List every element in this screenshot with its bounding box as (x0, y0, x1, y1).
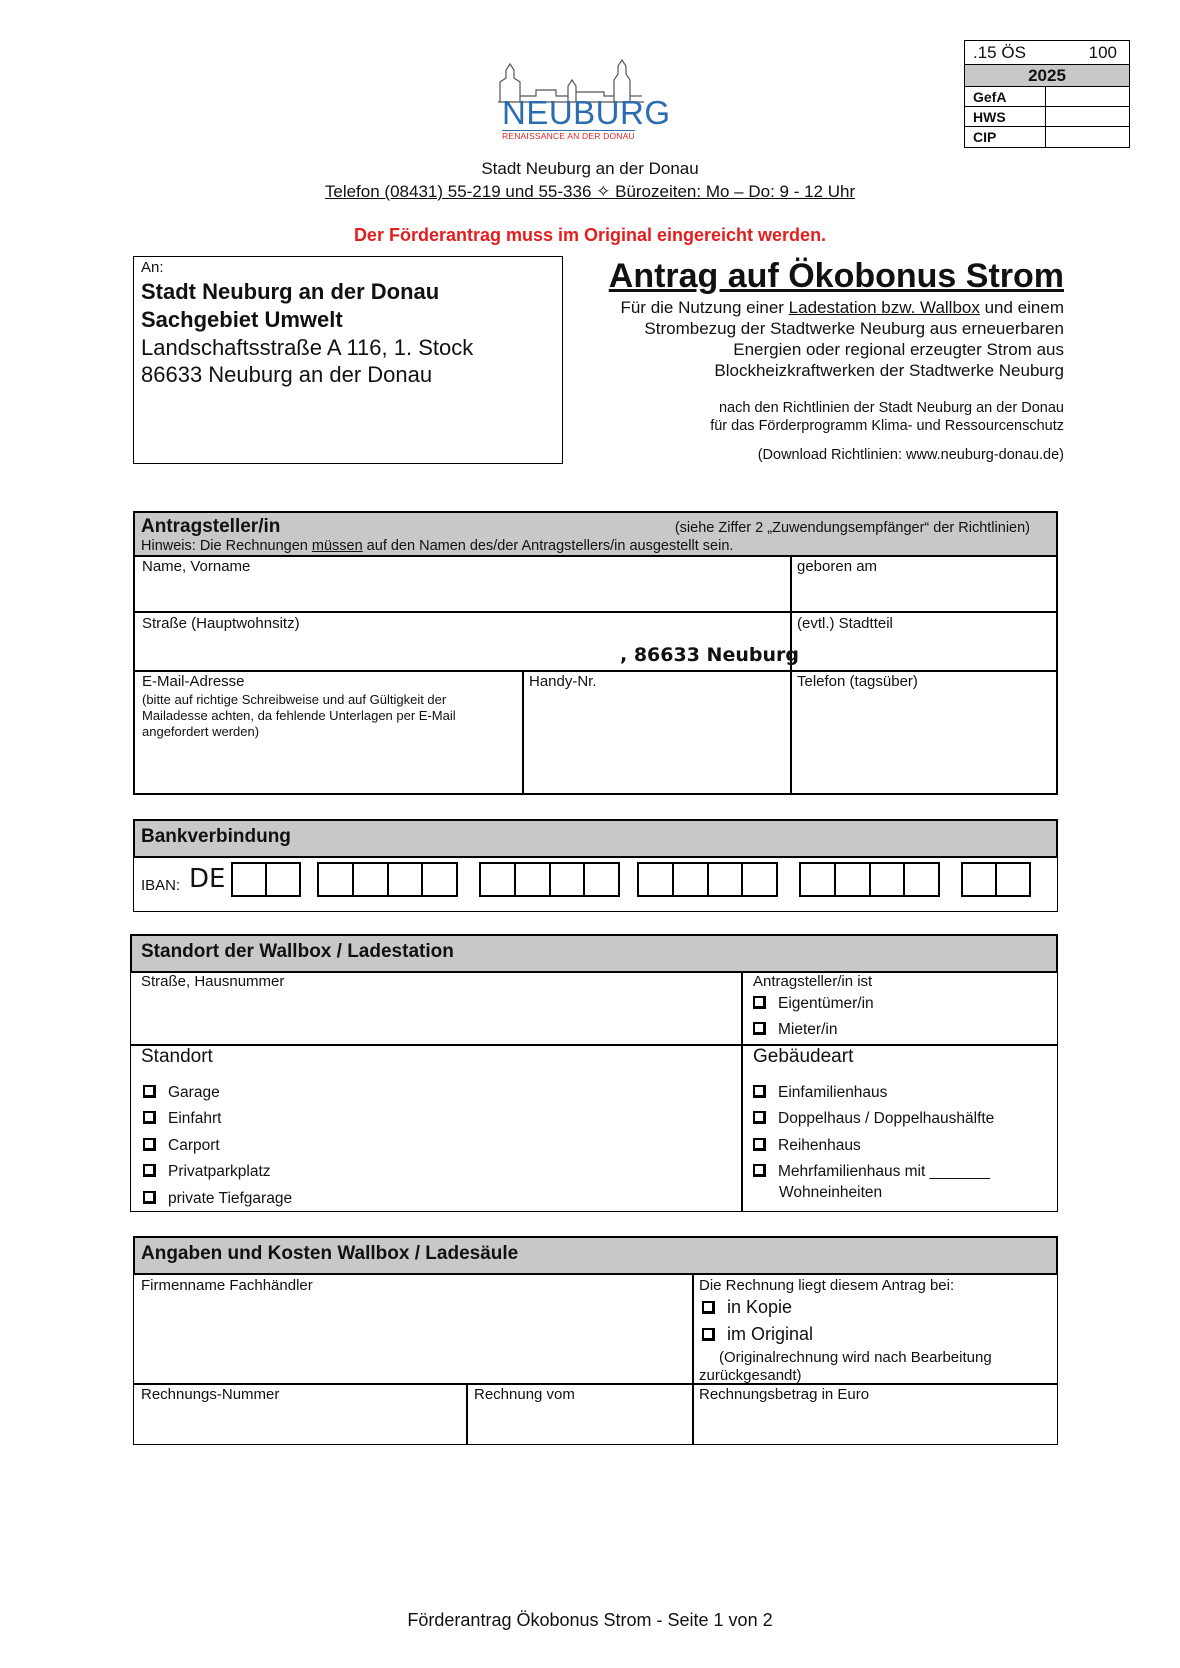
desc-text: Für die Nutzung einer (620, 298, 789, 317)
option-label: Privatparkplatz (168, 1163, 271, 1180)
divider (1045, 127, 1046, 147)
iban-group-5[interactable] (799, 862, 940, 897)
divider (1045, 87, 1046, 107)
applicant-hint (141, 538, 733, 554)
logo-tagline: RENAISSANCE AN DER DONAU (502, 131, 635, 141)
checkbox-icon[interactable] (753, 1022, 766, 1035)
divider (135, 670, 1056, 672)
owner-label: Eigentümer/in (778, 995, 874, 1012)
guidelines (710, 399, 1064, 435)
divider (790, 555, 792, 793)
applicant-header (133, 511, 1058, 557)
title-desc-line3: Energien oder regional erzeugter Strom aus (733, 340, 1064, 359)
applicant-ref: (siehe Ziffer 2 „Zuwendungsempfänger“ der Richtlinien) (674, 520, 1030, 536)
checkbox-icon[interactable] (753, 1164, 766, 1177)
owner-checkbox[interactable] (753, 995, 874, 1013)
header-city: Stadt Neuburg an der Donau (481, 159, 699, 178)
bank-form (133, 856, 1058, 912)
copy-checkbox[interactable] (702, 1297, 792, 1318)
checkbox-icon[interactable] (143, 1138, 156, 1151)
divider (522, 670, 524, 795)
office-year: 2025 (965, 65, 1129, 87)
bank-header (133, 819, 1058, 858)
iban-group-4[interactable] (637, 862, 778, 897)
location-heading: Standort der Wallbox / Ladestation (141, 941, 454, 962)
address-line1: Stadt Neuburg an der Donau (141, 279, 440, 304)
tenant-checkbox[interactable] (753, 1021, 837, 1039)
building-option[interactable] (753, 1137, 861, 1155)
birthdate-field[interactable]: geboren am (797, 558, 878, 575)
units-label: Wohneinheiten (779, 1184, 883, 1201)
checkbox-icon[interactable] (753, 1085, 766, 1098)
building-option[interactable] (753, 1110, 994, 1128)
standort-option[interactable] (143, 1084, 220, 1102)
page-footer: Förderantrag Ökobonus Strom - Seite 1 von 2 (407, 1610, 773, 1630)
checkbox-icon[interactable] (702, 1328, 715, 1341)
checkbox-icon[interactable] (143, 1085, 156, 1098)
district-field[interactable]: (evtl.) Stadtteil (797, 615, 893, 632)
option-label: Reihenhaus (778, 1137, 861, 1154)
neuburg-logo (496, 56, 671, 148)
checkbox-icon[interactable] (143, 1111, 156, 1124)
invoice-number-field[interactable]: Rechnungs-Nummer (141, 1386, 280, 1403)
guideline-line1: nach den Richtlinien der Stadt Neuburg an der Donau (718, 400, 1064, 416)
iban-label: IBAN: (141, 877, 181, 894)
checkbox-icon[interactable] (753, 996, 766, 1009)
office-number: 100 (1088, 43, 1117, 62)
office-row-gefa (965, 87, 1129, 107)
checkbox-icon[interactable] (702, 1301, 715, 1314)
divider (692, 1273, 694, 1444)
applicant-is-label: Antragsteller/in ist (753, 973, 873, 990)
applicant-form (133, 555, 1058, 795)
title-desc-line4: Blockheizkraftwerken der Stadtwerke Neuburg (714, 361, 1064, 380)
standort-option[interactable] (143, 1110, 221, 1128)
building-option[interactable] (753, 1163, 990, 1181)
option-label: Doppelhaus / Doppelhaushälfte (778, 1110, 995, 1127)
costs-heading: Angaben und Kosten Wallbox / Ladesäule (141, 1243, 519, 1264)
copy-label: in Kopie (727, 1297, 793, 1317)
address-line3: Landschaftsstraße A 116, 1. Stock (141, 335, 474, 360)
iban-group-2[interactable] (317, 862, 458, 897)
email-field[interactable]: E-Mail-Adresse (142, 673, 245, 690)
name-field[interactable]: Name, Vorname (142, 558, 251, 575)
street-field[interactable]: Straße (Hauptwohnsitz) (142, 615, 300, 632)
checkbox-icon[interactable] (753, 1111, 766, 1124)
office-code-row (965, 41, 1129, 65)
title-desc-line2: Strombezug der Stadtwerke Neuburg aus erneuerbaren (644, 319, 1064, 338)
costs-header (133, 1236, 1058, 1275)
office-code: .15 ÖS (973, 43, 1026, 62)
original-note: (Originalrechnung wird nach Bearbeitung zurückgesandt) (699, 1349, 992, 1384)
title-description (620, 297, 1064, 381)
original-checkbox[interactable] (702, 1324, 813, 1345)
building-label: Gebäudeart (753, 1046, 854, 1067)
option-label: Carport (168, 1137, 220, 1154)
invoice-date-field[interactable]: Rechnung vom (474, 1386, 575, 1403)
invoice-amount-field[interactable]: Rechnungsbetrag in Euro (699, 1386, 870, 1403)
invoice-enclosed-label: Die Rechnung liegt diesem Antrag bei: (699, 1277, 955, 1294)
iban-group-3[interactable] (479, 862, 620, 897)
option-label: Mehrfamilienhaus mit _______ (778, 1163, 990, 1180)
address-to: An: (141, 259, 164, 276)
guideline-line2: für das Förderprogramm Klima- und Ressourcenschutz (710, 418, 1064, 434)
desc-underlined: Ladestation bzw. Wallbox (788, 298, 980, 317)
original-notice: Der Förderantrag muss im Original eingereicht werden. (353, 225, 827, 245)
dealer-field[interactable]: Firmenname Fachhändler (141, 1277, 313, 1294)
location-street-field[interactable]: Straße, Hausnummer (141, 973, 285, 990)
divider (1045, 107, 1046, 127)
office-box (964, 40, 1130, 148)
address-line2: Sachgebiet Umwelt (141, 307, 343, 332)
bank-heading: Bankverbindung (141, 826, 291, 847)
option-label: Einfamilienhaus (778, 1084, 888, 1101)
divider (466, 1383, 468, 1445)
location-header (130, 934, 1058, 973)
iban-group-1[interactable] (231, 862, 301, 897)
title-desc-line1 (620, 297, 1064, 318)
option-label: private Tiefgarage (168, 1190, 293, 1207)
mobile-field[interactable]: Handy-Nr. (529, 673, 597, 690)
option-label: Garage (168, 1084, 220, 1101)
costs-form (133, 1273, 1058, 1445)
standort-option[interactable] (143, 1137, 220, 1155)
email-note: (bitte auf richtige Schreibweise und auf Gültigkeit der Mailadesse achten, da fehlende Unterlagen per E-Mail angefordert werden) (142, 692, 456, 739)
logo-name: NEUBURG (502, 94, 671, 131)
original-label: im Original (727, 1324, 814, 1344)
checkbox-icon[interactable] (143, 1191, 156, 1204)
hint-text: Hinweis: Die Rechnungen (141, 538, 312, 554)
hint-text: auf den Namen des/der Antragstellers/in ausgestellt sein. (362, 538, 734, 554)
header-contact: Telefon (08431) 55-219 und 55-336 ✧ Bürozeiten: Mo – Do: 9 - 12 Uhr (324, 182, 856, 201)
standort-option[interactable] (143, 1163, 271, 1181)
office-row-label: GefA (973, 89, 1007, 105)
hint-underlined: müssen (311, 538, 363, 554)
desc-text: und einem (979, 298, 1064, 317)
building-option[interactable] (753, 1084, 887, 1102)
divider (741, 971, 743, 1211)
standort-option[interactable] (143, 1190, 292, 1208)
iban-group-6[interactable] (961, 862, 1031, 897)
address-line4: 86633 Neuburg an der Donau (141, 362, 433, 387)
standort-label: Standort (141, 1046, 213, 1067)
street-value: , 86633 Neuburg (620, 644, 799, 666)
address-box (133, 256, 563, 464)
checkbox-icon[interactable] (753, 1138, 766, 1151)
office-row-label: HWS (973, 109, 1006, 125)
divider (135, 611, 1056, 613)
divider (131, 1044, 1057, 1046)
applicant-heading: Antragsteller/in (141, 516, 281, 537)
phone-field[interactable]: Telefon (tagsüber) (797, 673, 918, 690)
tenant-label: Mieter/in (778, 1021, 838, 1038)
header-contact-row (0, 182, 1180, 202)
option-label: Einfahrt (168, 1110, 222, 1127)
location-form (130, 971, 1058, 1212)
download-link[interactable]: (Download Richtlinien: www.neuburg-donau.de) (757, 447, 1064, 463)
iban-prefix: DE (189, 864, 226, 894)
checkbox-icon[interactable] (143, 1164, 156, 1177)
page-title: Antrag auf Ökobonus Strom (608, 257, 1064, 295)
office-row-hws (965, 107, 1129, 127)
office-row-cip (965, 127, 1129, 147)
office-row-label: CIP (973, 129, 997, 145)
